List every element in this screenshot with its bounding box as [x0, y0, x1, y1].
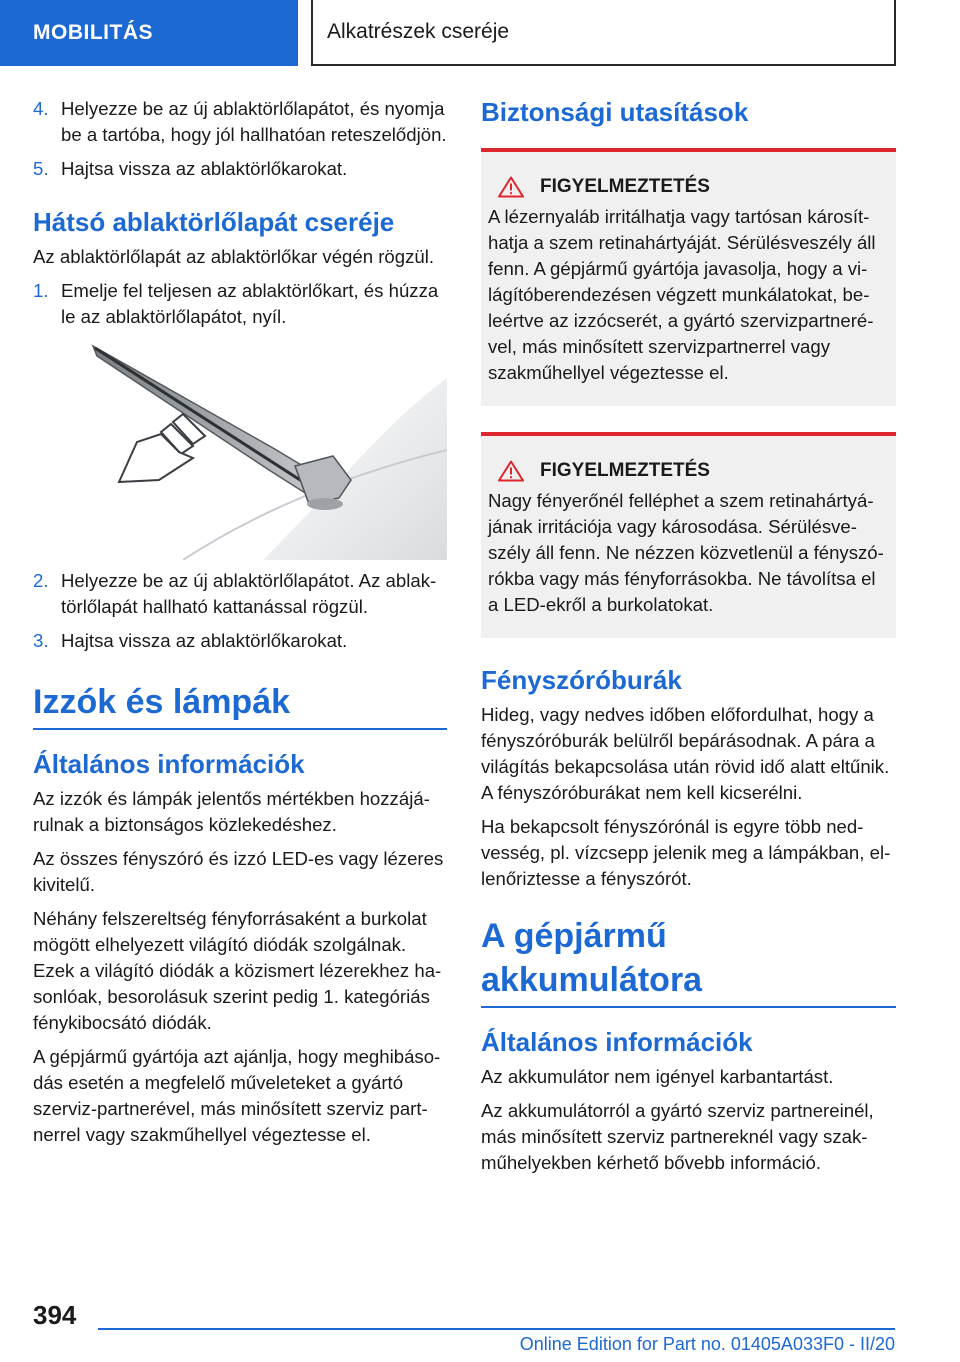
warning-box — [481, 432, 896, 638]
step-item — [33, 568, 447, 620]
step-text: Hajtsa vissza az ablaktörlőkarokat. — [61, 630, 348, 651]
paragraph: Az összes fényszóró és izzó LED-es vagy lézeres kivitelű. — [33, 848, 444, 895]
footer-divider — [98, 1328, 895, 1330]
paragraph: A gépjármű gyártója azt ajánlja, hogy meghibásodás esetén a megfelelő műveleteket a gyártó szerviz-partnerével, más minősített szerviz partnerrel vagy szakműhellyel végeztesse el. — [33, 1046, 441, 1145]
paragraph: Ha bekapcsolt fényszórónál is egyre több nedvesség, pl. vízcsepp jelenik meg a lámpákban, ellenőriztesse a fényszórót. — [481, 816, 891, 889]
paragraph: Az akkumulátor nem igényel karbantartást. — [481, 1066, 834, 1087]
section-tab[interactable]: MOBILITÁS — [0, 0, 298, 66]
step-text: Hajtsa vissza az ablaktörlőkarokat. — [61, 158, 348, 179]
paragraph: Hideg, vagy nedves időben előfordulhat, hogy a fényszóróburák belülről bepárásodnak. A pára a világítás bekapcsolása után rövid idő alatt eltűnik. A fényszóróburákat nem kell kicserélni. — [481, 704, 890, 803]
warning-text: Nagy fényerőnél felléphet a szem retinahártyájának irritációja vagy károsodása. Sérülésveszély áll fenn. Ne nézzen közvetlenül a fényszórókba vagy más fényforrásokba. Ne távolítsa el a LED-ekről a burkolatokat. — [488, 490, 884, 615]
warning-label: FIGYELMEZTETÉS — [540, 176, 710, 197]
step-number: 5. — [33, 158, 49, 179]
step-text: Helyezze be az új ablaktörlőlapátot, és nyomja be a tartóba, hogy jól hallhatóan reteszelődjön. — [61, 98, 447, 145]
step-text: Emelje fel teljesen az ablaktörlőkart, és húzza le az ablaktörlőlapátot, nyíl. — [61, 280, 439, 327]
step-number: 3. — [33, 630, 49, 651]
wiper-illustration — [33, 338, 447, 560]
paragraph: Az akkumulátorról a gyártó szerviz partnereinél, más minősített szerviz partnereknél vagy szakműhelyekben kérhető bővebb információ. — [481, 1100, 874, 1173]
warning-triangle-icon — [498, 460, 524, 482]
paragraph: Az izzók és lámpák jelentős mértékben hozzájárulnak a biztonságos közlekedéshez. — [33, 788, 430, 835]
edition-link[interactable]: Online Edition for Part no. 01405A033F0 - II/20 — [519, 1334, 895, 1354]
left-column — [33, 96, 447, 1156]
warning-box — [481, 148, 896, 406]
step-item — [33, 96, 447, 148]
step-text: Helyezze be az új ablaktörlőlapátot. Az ablaktörlőlapát hallható kattanással rögzül. — [61, 570, 437, 617]
step-number: 4. — [33, 98, 49, 119]
warning-triangle-icon — [498, 176, 524, 198]
page-number: 394 — [33, 1300, 77, 1330]
right-column — [481, 96, 896, 1184]
safety-heading: Biztonsági utasítások — [481, 97, 749, 127]
warning-header — [488, 176, 888, 198]
page-header — [0, 0, 960, 66]
headlight-cover-heading: Fényszóróburák — [481, 665, 682, 695]
step-item — [33, 156, 447, 182]
step-item — [33, 278, 447, 330]
paragraph: Néhány felszereltség fényforrásaként a burkolat mögött elhelyezett világító diódák szolgálnak. Ezek a világító diódák a közismert lézerekhez hasonlóak, besorolásuk szerint pedig 1. kategóriás fénykibocsátó diódák. — [33, 908, 442, 1033]
lamps-heading: Izzók és lámpák — [33, 680, 447, 730]
rear-wiper-intro: Az ablaktörlőlapát az ablaktörlőkar végén rögzül. — [33, 246, 435, 267]
chapter-tab[interactable]: Alkatrészek cseréje — [311, 0, 896, 66]
warning-text: A lézernyaláb irritálhatja vagy tartósan károsíthatja a szem retinahártyáját. Sérülésveszély áll fenn. A gépjármű gyártója javasolja, hogy a világítóberendezésen végzett munkálatokat, beleértve az izzócserét, a gyártó szervizpartnerével, más minősített szervizpartnerrel vagy szakműhellyel végeztesse el. — [488, 206, 876, 383]
step-number: 1. — [33, 280, 49, 301]
rear-wiper-heading: Hátsó ablaktörlőlapát cseréje — [33, 207, 395, 237]
general-info-heading: Általános információk — [33, 749, 305, 779]
step-item — [33, 628, 447, 654]
warning-label: FIGYELMEZTETÉS — [540, 460, 710, 481]
battery-general-heading: Általános információk — [481, 1027, 753, 1057]
warning-header — [488, 460, 888, 482]
step-number: 2. — [33, 570, 49, 591]
wiper-arrow-icon — [33, 338, 447, 560]
battery-heading: A gépjármű akkumulátora — [481, 914, 896, 1008]
